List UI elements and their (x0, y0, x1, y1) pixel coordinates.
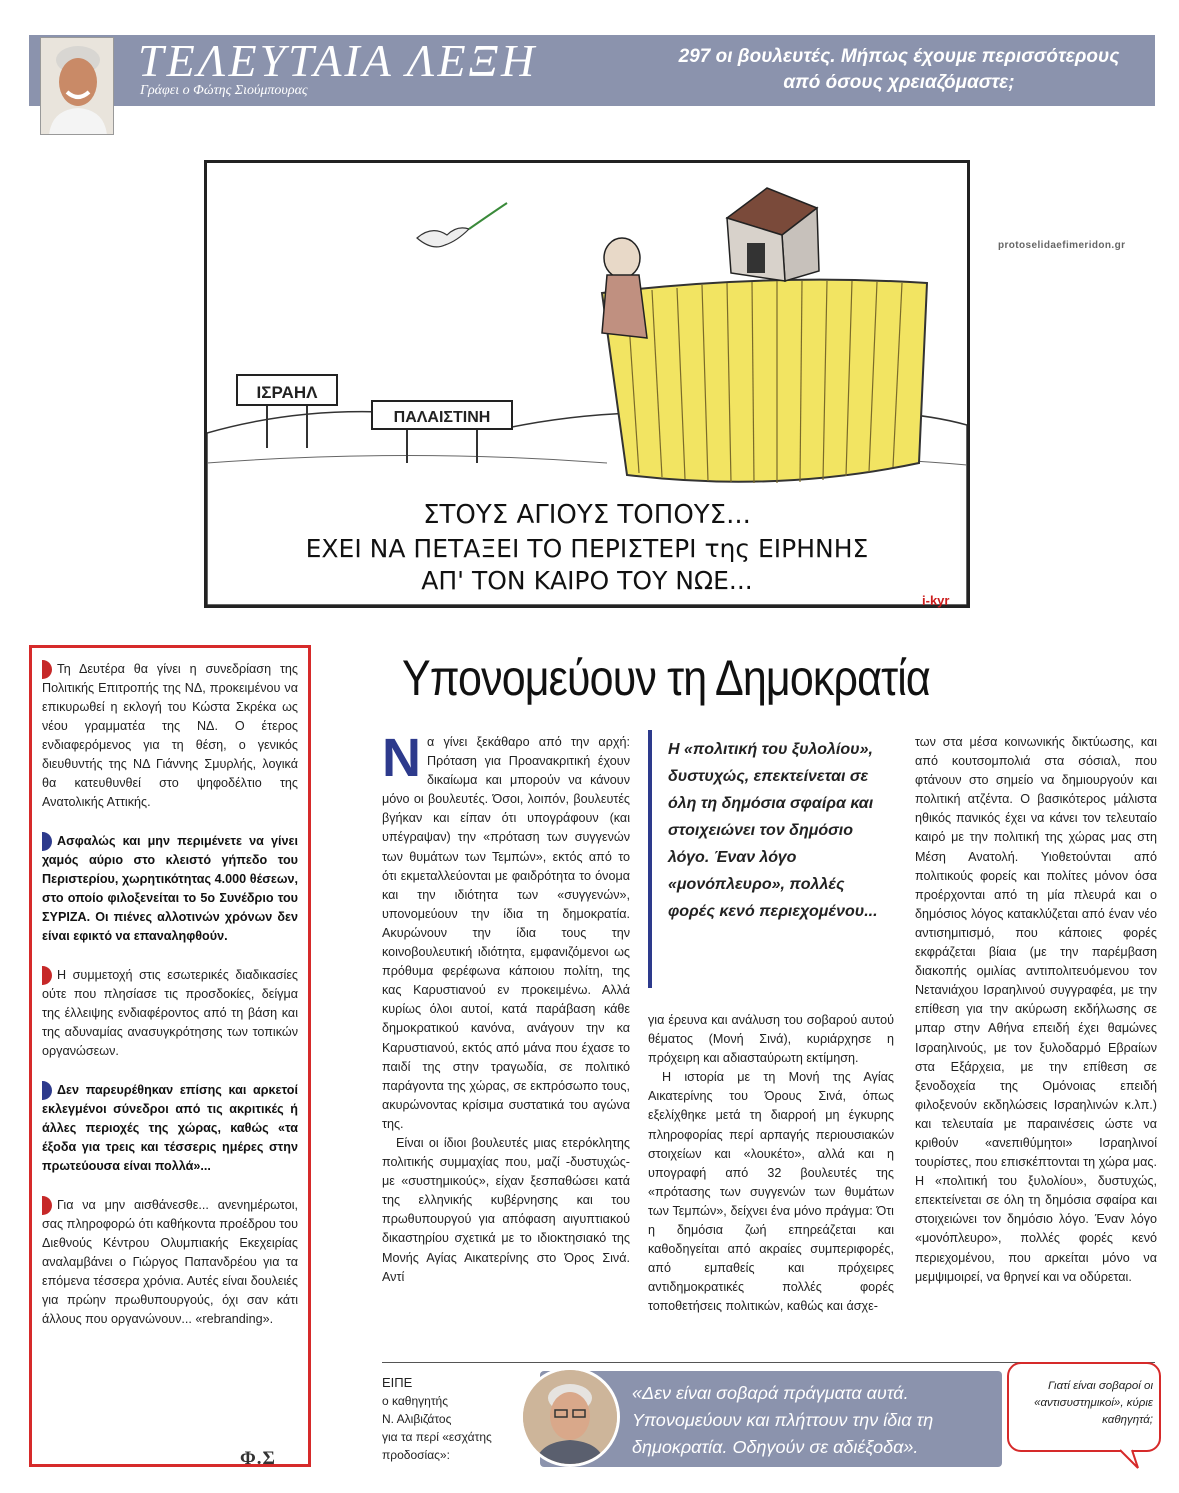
article-column-1: Να γίνει ξεκάθαρο από την αρχή: Πρόταση για Προανακριτική έχουν δικαίωμα και μπορούν να κάνουν μόνο οι βουλευτές. Όσοι, λοιπόν, βουλευτές βγήκαν και είπαν ότι υπογράφουν (και υπέγραψαν) την «πρόταση των συγγενών των θυμάτων των Τεμπών», εκτός από το ότι εκμεταλλεύονται με φαιδρότητα το όνομα και την ιδιότητα των «συγγενών», υπονομεύουν την ίδια τη δημοκρατία. Ακυρώνουν την ίδια τους την κοινοβουλευτική ιδιότητα, εμφανιζόμενοι ως πρόθυμα φερέφωνα κάποιου πολίτη, της κας Καρυστιανού εν προκειμένω. Αλλά κυρίως όλοι αυτοί, κατά παράβαση κάθε δημοκρατικού κανόνα, ανάγουν την κα Καρυστιανού, εκτός από μάνα που έχασε το παιδί της στην τραγωδία, σε πολιτικό παράγοντα της χώρας, σε εκπρόσωπο τους, ακυρώνοντας κρίσιμα συστατικά του αγώνα της. Είναι οι ίδιοι βουλευτές μιας ετερόκλητης πολιτικής συμμαχίας που, μαζί -δυστυχώς- με «συστημικούς», είχαν ξεσπαθώσει κατά της ελληνικής κυβέρνησης και του πρωθυπουργού για απόφαση αιγυπτιακού δικαστηρίου σχετικά με το ιδιοκτησιακό της Μονής Αγίας Αικατερίνης στο Όρος Σινά. Αντί (382, 733, 630, 1287)
red-bullet-icon (42, 966, 52, 985)
cartoon-credit-site: protoselidaefimeridon.gr (998, 240, 1126, 251)
quote-label-line: ο καθηγητής (382, 1394, 449, 1408)
cartoon-caption-line1: ΣΤΟΥΣ ΑΓΙΟΥΣ ΤΟΠΟΥΣ... (423, 500, 751, 530)
sidebar-note: Τη Δευτέρα θα γίνει η συνεδρίαση της Πολιτικής Επιτροπής της ΝΔ, προκειμένου να επικυρωθεί η εκλογή του Κώστα Σκρέκα ως νέου γραμματέα της ΝΔ. Ο έτερος ενδιαφερόμενος για τη θέση, ο γενικός διευθυντής της ΝΔ Γιάννης Σμυρλής, λογικά θα κατευθυνθεί στο ψηφοδέλτιο της Ανατολικής Αττικής. (42, 662, 298, 809)
cartoon-caption-line3: ΑΠ' ΤΟΝ ΚΑΙΡΟ ΤΟΥ ΝΩΕ... (421, 566, 753, 595)
header-headline: 297 οι βουλευτές. Μήπως έχουμε περισσότερους από όσους χρειαζόμαστε; (678, 46, 1120, 93)
sidebar-signature: Φ.Σ (240, 1448, 276, 1469)
quote-attribution (382, 1374, 492, 1464)
article-column-2 (648, 1011, 894, 1317)
article-paragraph: για έρευνα και ανάλυση του σοβαρού αυτού θέματος (Μονή Σινά), κυριάρχησε η πρόχειρη και αδιασταύρωτη εκτίμηση. (648, 1013, 894, 1066)
sidebar-note: Για να μην αισθάνεσθε... ανενημέρωτοι, σας πληροφορώ ότι καθήκοντα προέδρου του Διεθνούς Κέντρου Ολυμπιακής Εκεχειρίας αναλαμβάνει ο Γιώργος Παπανδρέου για τα επόμενα τέσσερα χρόνια. Αυτές είναι δουλειές για πρώην πρωθυπουργούς, όχι σαν κάτι άλλους που οργανώνουν... «rebranding». (42, 1198, 298, 1326)
cartoon-credit-artist: i-kyr (922, 593, 950, 608)
blue-bullet-icon (42, 1081, 52, 1100)
dove-icon (417, 228, 469, 247)
speech-bubble-tail-icon (1118, 1448, 1142, 1470)
pull-quote: Η «πολιτική του ξυλολίου», δυστυχώς, επεκτείνεται σε όλη τη δημόσια σφαίρα και στοιχειώνει τον δημόσιο λόγο. Έναν λόγο «μονόπλευρο», πολλές φορές κενό περιεχομένου... (648, 730, 894, 988)
sign-palestine-label: ΠΑΛΑΙΣΤΙΝΗ (393, 409, 491, 426)
column-title: ΤΕΛΕΥΤΑΙΑ ΛΕΞΗ (138, 35, 538, 86)
sign-israel-label: ΙΣΡΑΗΛ (256, 383, 318, 402)
red-bullet-icon (42, 1196, 52, 1215)
sidebar-note: Ασφαλώς και μην περιμένετε να γίνει χαμός αύριο στο κλειστό γήπεδο του Περιστερίου, χωρητικότητας 4.000 θέσεων, στο οποίο φιλοξενείται το 5ο Συνέδριο του ΣΥΡΙΖΑ. Οι πιένες αλλοτινών χρόνων δεν είναι εφικτό να επαναληφθούν. (42, 834, 298, 943)
sidebar-notes (29, 645, 311, 1467)
article-title: Υπονομεύουν τη Δημοκρατία (402, 650, 930, 706)
dropcap: Ν (382, 728, 421, 788)
column-byline: Γράφει ο Φώτης Σιούμπουρας (140, 83, 308, 98)
quote-text: «Δεν είναι σοβαρά πράγματα αυτά. Υπονομεύουν και πλήττουν την ίδια τη δημοκρατία. Οδηγούν σε αδιέξοδα». (632, 1383, 934, 1457)
professor-photo (520, 1367, 620, 1467)
red-bullet-icon (42, 660, 52, 679)
quote-label-title: ΕΙΠΕ (382, 1375, 413, 1390)
article-paragraph: των στα μέσα κοινωνικής δικτύωσης, και από κουτσομπολιά στα σόσιαλ, που φτάνουν στο σημείο να δημιουργούν και πολιτική ατζέντα. Ο βασικότερος μάλιστα ηθικός πανικός έχει να κάνει τον τελευταίο καιρό με την πολιτική της χώρας μας στη Μέση Ανατολή. Υιοθετούνται από πολιτικούς φορείς και πολίτες μόνον όσα προέρχονται από τη μία πλευρά και ο δημόσιος λόγος κατακλύζεται από έναν νέο αντισημιτισμό, που κάποιες φορές εκφράζεται βίαια (με την παρέμβαση διακοπής ομιλίας αντιπολιτευόμενου τον Νετανιάχου Ισραηλινού συγγραφέα, με την επίθεση για την ακύρωση εκδήλωσης σε μπαρ στην Αθήνα επειδή έχει θαμώνες Ισραηλινούς, με τον ξυλοδαρμό Εβραίων στα Εξάρχεια, με την επίθεση σε ξενοδοχεία της Ομόνοιας επειδή φιλοξενούν εκδηλώσεις Ισραηλινών κ.λπ.) και τελευταία με παραινέσεις ώστε να κριθούν «ανεπιθύμητοι» Ισραηλινοί τουρίστες, που επισκέπτονται τη χώρα μας. Η «πολιτική του ξυλολίου», δυστυχώς, επεκτείνεται σε όλη τη δημόσια σφαίρα και στοιχειώνει τον δημόσιο λόγο. Έναν λόγο «μονόπλευρο», πολλές φορές κενό περιεχομένου, που αρκείται μόνο να μεμψιμοιρεί, να θρηνεί και να οδύρεται. (915, 735, 1157, 1284)
quote-label-line: Ν. Αλιβιζάτος (382, 1412, 452, 1426)
blue-bullet-icon (42, 832, 52, 851)
article-paragraph: Η ιστορία με τη Μονή της Αγίας Αικατερίνης του Όρους Σινά, όπως εξελίχθηκε μετά τη διαρροή μη έγκυρης πληροφορίας περί αρπαγής περιουσιακών στοιχείων και «λουκέτο», αλλά και η υπογραφή από 32 βουλευτές της «πρότασης των συγγενών των θυμάτων των Τεμπών», δείχνει ένα μόνο πράγμα: Ότι η δημόσια ζωή επηρεάζεται και καθοδηγείται από ακραίες συμπεριφορές, από εμπαθείς και πρόχειρες αντιδημοκρατικές πολλές φορές τοποθετήσεις πολιτικών, καθώς και άσχε- (648, 1070, 894, 1314)
quote-label-line: για τα περί «εσχάτης προδοσίας»: (382, 1430, 492, 1462)
cartoon (204, 160, 970, 608)
ark-hull (602, 280, 927, 482)
reply-speech-bubble: Γιατί είναι σοβαροί οι «αντισυστημικοί», κύριε καθηγητά; (1007, 1362, 1161, 1452)
article-paragraph: Είναι οι ίδιοι βουλευτές μιας ετερόκλητης πολιτικής συμμαχίας που, μαζί -δυστυχώς- με «συστημικούς», είχαν ξεσπαθώσει κατά της ελληνικής κυβέρνησης και του πρωθυπουργού για απόφαση αιγυπτιακού δικαστηρίου σχετικά με το ιδιοκτησιακό της Μονής Αγίας Αικατερίνης στο Όρος Σινά. Αντί (382, 1135, 630, 1284)
sidebar-note: Δεν παρευρέθηκαν επίσης και αρκετοί εκλεγμένοι σύνεδροι από τις ακριτικές ή άλλες περιοχές της χώρας, καθώς «τα έξοδα για τρεις και τέσσερις ημέρες στην πρωτεύουσα είναι πολλά»... (42, 1083, 298, 1173)
article-column-3 (915, 733, 1157, 1287)
sidebar-note: Η συμμετοχή στις εσωτερικές διαδικασίες ούτε που πλησίασε τις προσδοκίες, δείγμα της έλλειψης ενδιαφέροντος από τη βάση και της αδυναμίας ανασυγκρότησης των τοπικών οργανώσεων. (42, 968, 298, 1058)
cartoon-drawing (207, 163, 967, 605)
author-photo (40, 37, 114, 135)
cartoon-caption-line2: ΕΧΕΙ ΝΑ ΠΕΤΑΞΕΙ ΤΟ ΠΕΡΙΣΤΕΡΙ της ΕΙΡΗΝΗΣ (305, 534, 869, 563)
